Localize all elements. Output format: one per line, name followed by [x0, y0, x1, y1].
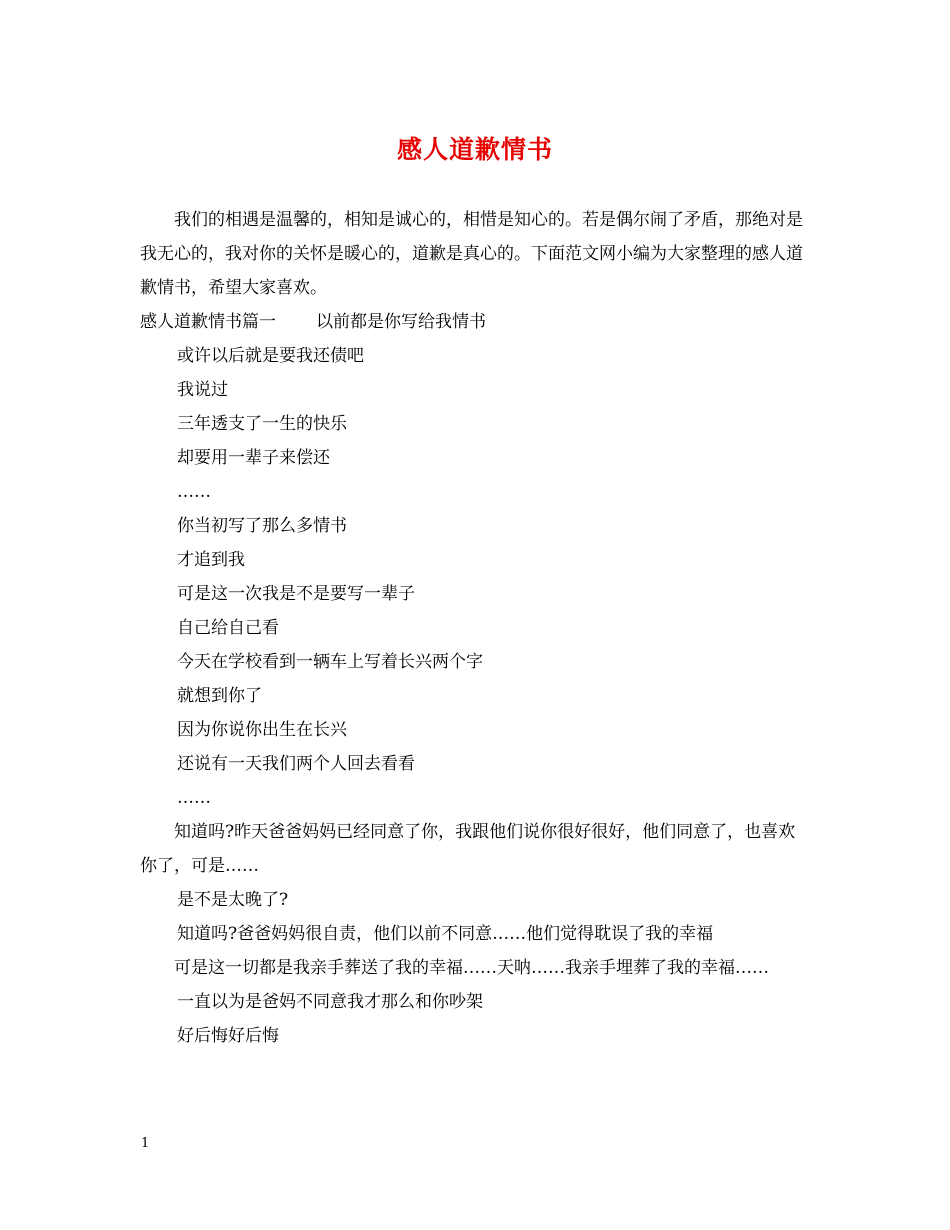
line: 还说有一天我们两个人回去看看 — [177, 754, 415, 774]
line: 好后悔好后悔 — [177, 1026, 279, 1046]
line: 你当初写了那么多情书 — [177, 516, 347, 536]
paragraph: 可是这一切都是我亲手葬送了我的幸福……天呐……我亲手埋葬了我的幸福…… — [174, 958, 769, 978]
ellipsis-line: …… — [177, 788, 211, 808]
section-heading: 感人道歉情书篇一 — [140, 312, 276, 332]
section-heading-line — [140, 305, 812, 339]
line: 自己给自己看 — [177, 618, 279, 638]
line: 因为你说你出生在长兴 — [177, 720, 347, 740]
ellipsis-line: …… — [177, 482, 211, 502]
document-body — [140, 203, 812, 1053]
intro-paragraph: 我们的相遇是温馨的，相知是诚心的，相惜是知心的。若是偶尔闹了矛盾，那绝对是我无心的，我对你的关怀是暖心的，道歉是真心的。下面范文网小编为大家整理的感人道歉情书，希望大家喜欢。 — [140, 210, 803, 298]
first-line: 以前都是你写给我情书 — [316, 312, 486, 332]
line: 是不是太晚了? — [177, 890, 289, 910]
line: 可是这一次我是不是要写一辈子 — [177, 584, 415, 604]
line: 一直以为是爸妈不同意我才那么和你吵架 — [177, 992, 483, 1012]
line: 才追到我 — [177, 550, 245, 570]
line: 却要用一辈子来偿还 — [177, 448, 330, 468]
page-title: 感人道歉情书 — [396, 135, 553, 164]
line: 知道吗?爸爸妈妈很自责，他们以前不同意……他们觉得耽误了我的幸福 — [177, 924, 714, 944]
line: 就想到你了 — [177, 686, 262, 706]
line: 或许以后就是要我还债吧 — [177, 346, 364, 366]
line: 今天在学校看到一辆车上写着长兴两个字 — [177, 652, 483, 672]
page-number: 1 — [141, 1136, 150, 1151]
line: 我说过 — [177, 380, 228, 400]
line: 三年透支了一生的快乐 — [177, 414, 347, 434]
paragraph: 知道吗?昨天爸爸妈妈已经同意了你，我跟他们说你很好很好，他们同意了，也喜欢你了，可是…… — [140, 822, 796, 876]
